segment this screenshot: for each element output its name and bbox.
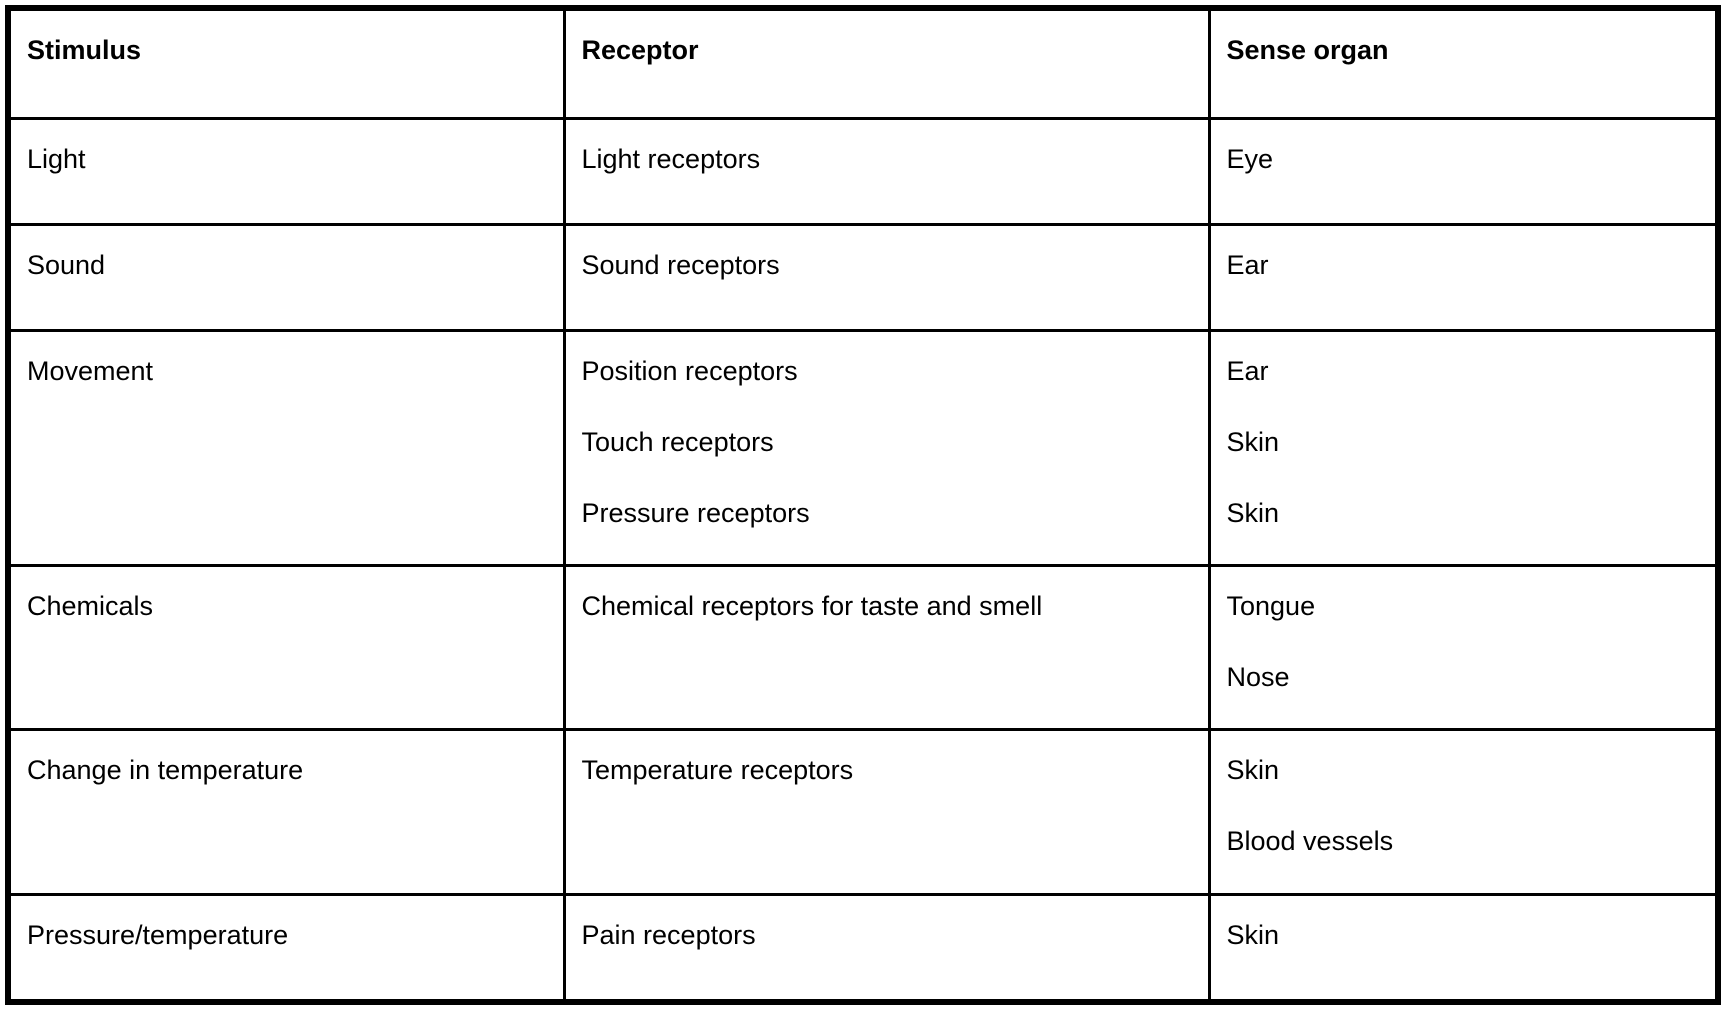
- sense-organ-item: Skin: [1226, 426, 1280, 457]
- table-row: [11, 894, 1715, 1001]
- stimulus-cell: Movement: [11, 330, 564, 565]
- table-row: [11, 118, 1715, 224]
- sense-organ-cell: [1209, 330, 1715, 565]
- stimulus-cell: Pressure/temperature: [11, 894, 564, 1001]
- stimulus-cell: Change in temperature: [11, 729, 564, 894]
- sense-organ-cell: [1209, 894, 1715, 1001]
- stimulus-receptor-table: [5, 5, 1721, 1005]
- receptor-item: Chemical receptors for taste and smell: [581, 590, 1043, 621]
- sense-organ-cell: [1209, 224, 1715, 330]
- sense-organ-item: Skin: [1226, 497, 1280, 528]
- sense-organ-item: Ear: [1226, 249, 1269, 280]
- sense-organ-cell: [1209, 118, 1715, 224]
- receptor-item: Sound receptors: [581, 249, 780, 280]
- receptor-cell: [564, 565, 1209, 729]
- stimulus-cell: Chemicals: [11, 565, 564, 729]
- sense-organ-item: Skin: [1226, 754, 1280, 785]
- data-table: [11, 11, 1715, 1001]
- sense-organ-item: Blood vessels: [1226, 825, 1394, 856]
- sense-organ-item: Skin: [1226, 919, 1280, 950]
- receptor-item: Pain receptors: [581, 919, 756, 950]
- stimulus-cell: Light: [11, 118, 564, 224]
- sense-organ-item: Nose: [1226, 661, 1290, 692]
- sense-organ-cell: [1209, 729, 1715, 894]
- receptor-cell: [564, 118, 1209, 224]
- header-sense-organ: Sense organ: [1209, 11, 1715, 118]
- receptor-item: Position receptors: [581, 355, 798, 386]
- table-row: [11, 224, 1715, 330]
- sense-organ-cell: [1209, 565, 1715, 729]
- sense-organ-item: Tongue: [1226, 590, 1316, 621]
- header-stimulus: Stimulus: [11, 11, 564, 118]
- table-header-row: [11, 11, 1715, 118]
- receptor-item: Light receptors: [581, 143, 761, 174]
- sense-organ-item: Ear: [1226, 355, 1269, 386]
- receptor-item: Touch receptors: [581, 426, 774, 457]
- table-row: [11, 729, 1715, 894]
- sense-organ-item: Eye: [1226, 143, 1274, 174]
- stimulus-cell: Sound: [11, 224, 564, 330]
- receptor-cell: [564, 894, 1209, 1001]
- receptor-item: Temperature receptors: [581, 754, 854, 785]
- table-row: [11, 330, 1715, 565]
- receptor-cell: [564, 224, 1209, 330]
- receptor-item: Pressure receptors: [581, 497, 810, 528]
- table-row: [11, 565, 1715, 729]
- receptor-cell: [564, 729, 1209, 894]
- receptor-cell: [564, 330, 1209, 565]
- header-receptor: Receptor: [564, 11, 1209, 118]
